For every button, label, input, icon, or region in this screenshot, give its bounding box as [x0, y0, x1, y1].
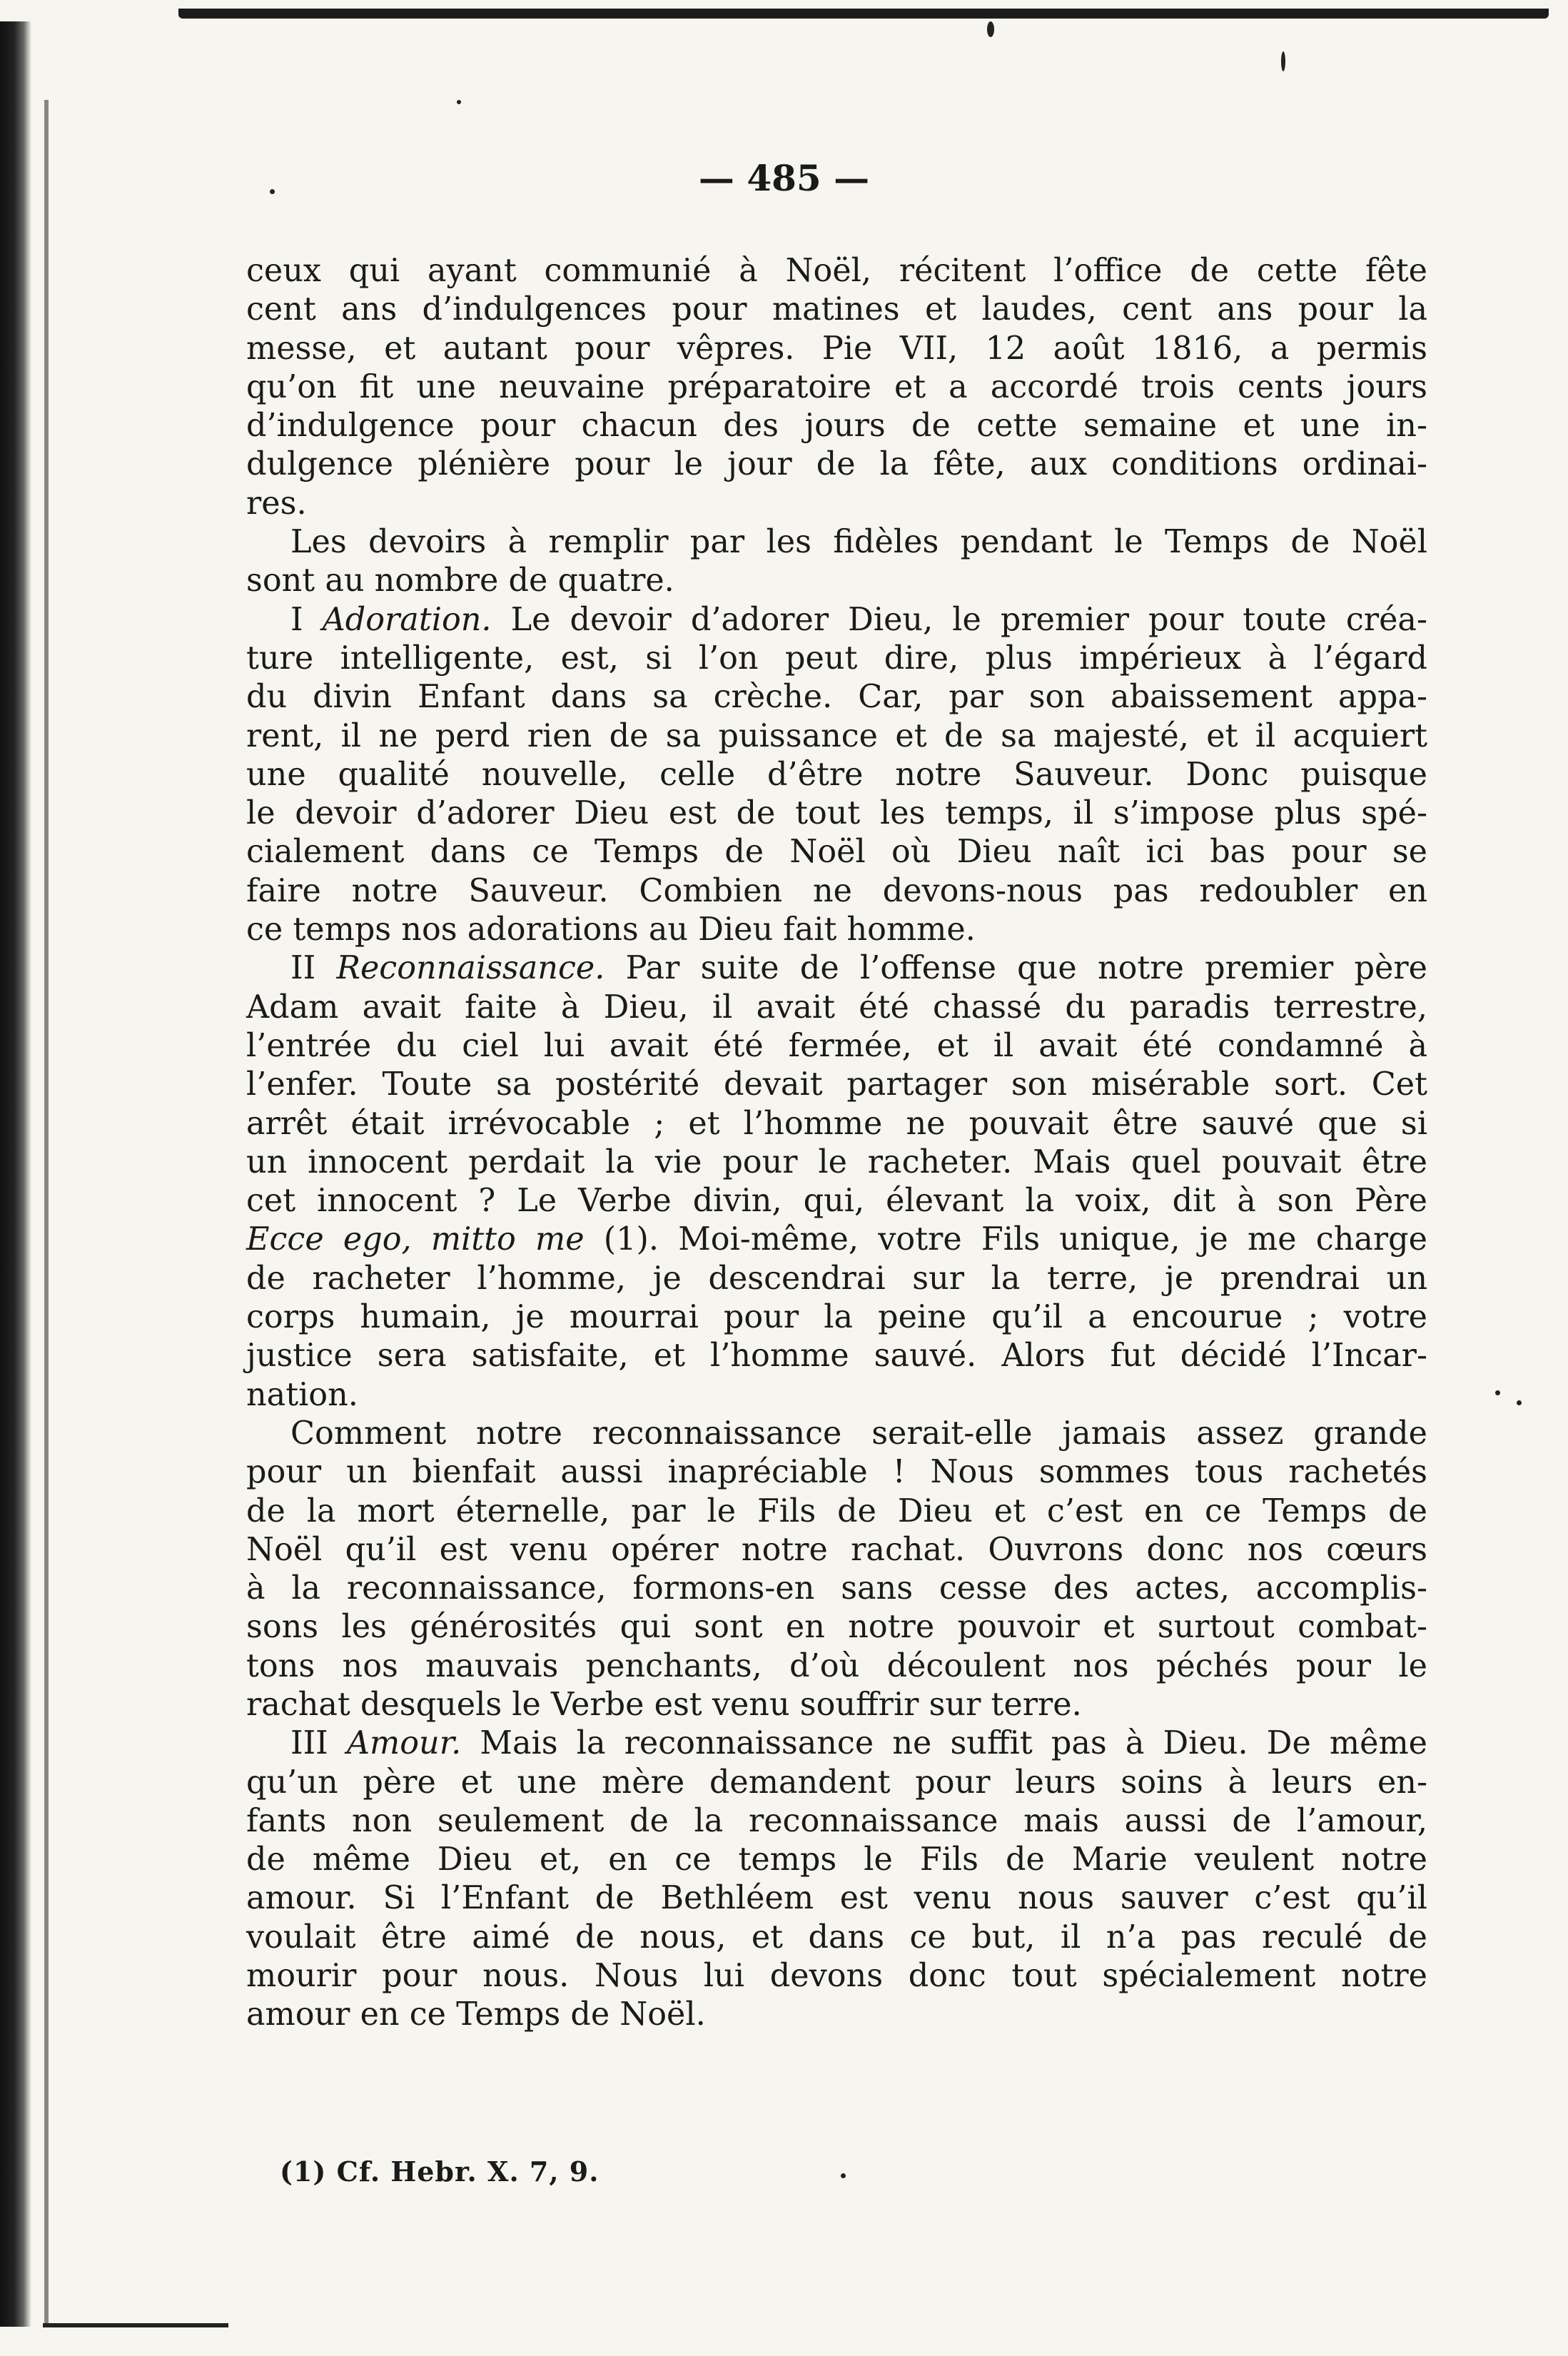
text-line: sont au nombre de quatre. [246, 562, 674, 600]
text-line: ce temps nos adorations au Dieu fait homme. [246, 911, 976, 949]
scan-speck [457, 100, 461, 104]
text-line: res. [246, 485, 307, 522]
section-numeral: I [290, 601, 323, 638]
text-line: une qualité nouvelle, celle d’être notre Sauveur. Donc puisque [246, 756, 1427, 793]
footnote: (1) Cf. Hebr. X. 7, 9. [280, 2155, 600, 2188]
text-line: de la mort éternelle, par le Fils de Dieu et c’est en ce Temps de [246, 1492, 1427, 1530]
text-line: faire notre Sauveur. Combien ne devons-nous pas redoubler en [246, 872, 1427, 909]
text-line: qu’on fit une neuvaine préparatoire et a accordé trois cents jours [246, 368, 1427, 405]
text-line: Comment notre reconnaissance serait-elle jamais assez grande [290, 1415, 1427, 1452]
line-rest: Par suite de l’offense que notre premier père [605, 950, 1427, 987]
text-line: fants non seulement de la reconnaissance mais aussi de l’amour, [246, 1802, 1427, 1839]
text-line: cet innocent ? Le Verbe divin, qui, élevant la voix, dit à son Père [246, 1183, 1427, 1220]
text-line: amour. Si l’Enfant de Bethléem est venu nous sauver c’est qu’il [246, 1880, 1427, 1917]
line-rest: Mais la reconnaissance ne suffit pas à Dieu. De même [461, 1725, 1427, 1762]
binding-shadow [0, 21, 31, 2327]
text-line: ture intelligente, est, si l’on peut dire, plus impérieux à l’égard [246, 639, 1427, 677]
text-line: corps humain, je mourrai pour la peine qu’il a encourue ; votre [246, 1299, 1427, 1336]
text-line [246, 1724, 1427, 1763]
scan-speck [1495, 1390, 1500, 1395]
text-line: le devoir d’adorer Dieu est de tout les temps, il s’impose plus spé- [246, 795, 1427, 832]
line-rest: Le devoir d’adorer Dieu, le premier pour toute créa- [491, 601, 1427, 638]
text-line: justice sera satisfaite, et l’homme sauvé. Alors fut décidé l’Incar- [246, 1338, 1427, 1375]
text-line: à la reconnaissance, formons-en sans cesse des actes, accomplis- [246, 1570, 1427, 1607]
text-line [246, 601, 1427, 639]
text-line: Adam avait faite à Dieu, il avait été chassé du paradis terrestre, [246, 989, 1427, 1026]
scan-speck [1281, 51, 1285, 71]
text-line: de racheter l’homme, je descendrai sur la terre, je prendrai un [246, 1260, 1427, 1297]
text-line: voulait être aimé de nous, et dans ce but, il n’a pas reculé de [246, 1918, 1427, 1956]
text-line: de même Dieu et, en ce temps le Fils de Marie veulent notre [246, 1841, 1427, 1879]
scan-speck [841, 2173, 846, 2178]
text-line: d’indulgence pour chacun des jours de cette semaine et une in- [246, 408, 1427, 445]
top-edge-artifact [178, 9, 1549, 19]
text-line: arrêt était irrévocable ; et l’homme ne pouvait être sauvé que si [246, 1105, 1427, 1142]
text-line: dulgence plénière pour le jour de la fête, aux conditions ordinai- [246, 446, 1427, 483]
text-line: qu’un père et une mère demandent pour leurs soins à leurs en- [246, 1764, 1427, 1801]
section-numeral: III [290, 1725, 347, 1762]
text-line: Les devoirs à remplir par les fidèles pendant le Temps de Noël [290, 524, 1427, 561]
text-line: sons les générosités qui sont en notre pouvoir et surtout combat- [246, 1609, 1427, 1646]
text-line: cent ans d’indulgences pour matines et laudes, cent ans pour la [246, 291, 1427, 328]
text-line: mourir pour nous. Nous lui devons donc tout spécialement notre [246, 1958, 1427, 1995]
text-line: pour un bienfait aussi inapréciable ! Nous sommes tous rachetés [246, 1454, 1427, 1491]
text-line: amour en ce Temps de Noël. [246, 1996, 706, 2033]
text-line: messe, et autant pour vêpres. Pie VII, 12 août 1816, a permis [246, 330, 1427, 367]
text-line: un innocent perdait la vie pour le racheter. Mais quel pouvait être [246, 1143, 1427, 1180]
text-line: Noël qu’il est venu opérer notre rachat. Ouvrons donc nos cœurs [246, 1531, 1427, 1568]
page-edge-line [44, 100, 49, 2327]
scan-speck [987, 21, 994, 37]
italic-heading: Ecce ego, mitto me [246, 1221, 585, 1258]
italic-heading: Adoration. [322, 601, 492, 638]
text-line: cialement dans ce Temps de Noël où Dieu naît ici bas pour se [246, 834, 1427, 871]
text-line: nation. [246, 1376, 358, 1413]
scan-speck [1517, 1400, 1522, 1405]
bottom-edge-artifact [43, 2323, 228, 2327]
text-line [246, 949, 1427, 988]
text-line: du divin Enfant dans sa crèche. Car, par son abaissement appa- [246, 679, 1427, 716]
italic-heading: Amour. [346, 1725, 462, 1762]
page-number: — 485 — [698, 157, 870, 199]
text-line: l’enfer. Toute sa postérité devait partager son misérable sort. Cet [246, 1066, 1427, 1103]
italic-heading: Reconnaissance. [336, 950, 605, 987]
text-line: tons nos mauvais penchants, d’où découlent nos péchés pour le [246, 1647, 1427, 1684]
body-text [246, 252, 1427, 2035]
text-line: rachat desquels le Verbe est venu souffrir sur terre. [246, 1686, 1082, 1723]
text-line: ceux qui ayant communié à Noël, récitent l’office de cette fête [246, 253, 1427, 289]
text-line [246, 1220, 1427, 1259]
line-rest: (1). Moi-même, votre Fils unique, je me charge [584, 1221, 1427, 1258]
section-numeral: II [290, 950, 337, 987]
text-line: rent, il ne perd rien de sa puissance et de sa majesté, et il acquiert [246, 717, 1427, 754]
text-line: l’entrée du ciel lui avait été fermée, et il avait été condamné à [246, 1027, 1427, 1064]
